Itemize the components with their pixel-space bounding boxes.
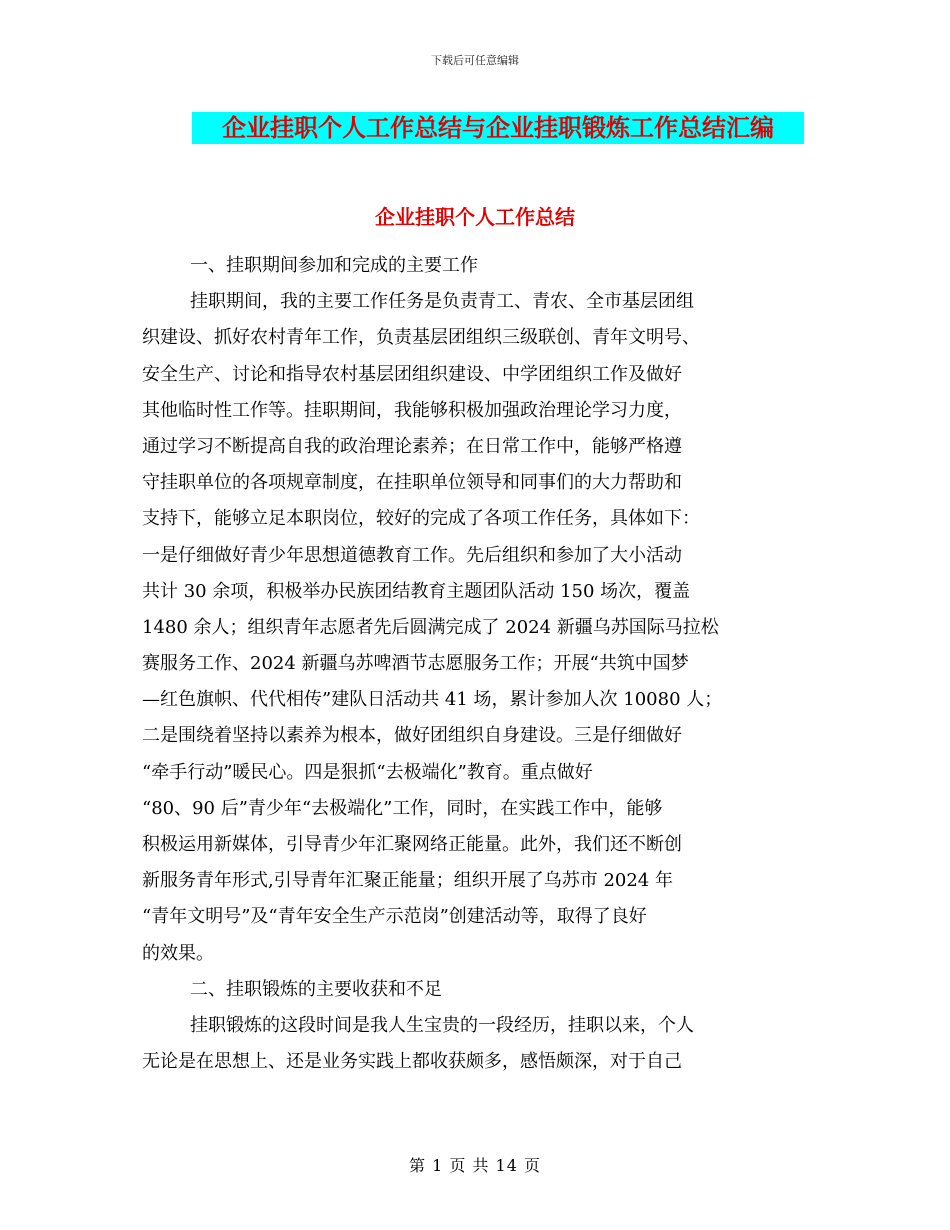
section-heading-2: 二、挂职锻炼的主要收获和不足 <box>190 978 442 1000</box>
body-line: 支持下，能够立足本职岗位，较好的完成了各项工作任务，具体如下： <box>142 508 700 530</box>
body-line: “青年文明号”及“青年安全生产示范岗”创建活动等，取得了良好 <box>142 906 647 928</box>
body-line: “80、90 后”青少年“去极端化”工作，同时，在实践工作中，能够 <box>142 797 663 819</box>
body-line: 守挂职单位的各项规章制度，在挂职单位领导和同事们的大力帮助和 <box>142 472 682 494</box>
body-line: 1480 余人；组织青年志愿者先后圆满完成了 2024 新疆乌苏国际马拉松 <box>142 616 719 638</box>
sub-title: 企业挂职个人工作总结 <box>375 205 575 229</box>
main-title: 企业挂职个人工作总结与企业挂职锻炼工作总结汇编 <box>192 112 804 144</box>
body-line: 其他临时性工作等。挂职期间，我能够积极加强政治理论学习力度， <box>142 399 682 421</box>
body-line: 无论是在思想上、还是业务实践上都收获颇多，感悟颇深，对于自己 <box>142 1051 682 1073</box>
page-footer: 第 1 页 共 14 页 <box>409 1156 541 1175</box>
body-line: 挂职期间，我的主要工作任务是负责青工、青农、全市基层团组 <box>190 291 694 313</box>
header-note: 下载后可任意编辑 <box>431 54 519 67</box>
body-line: 共计 30 余项，积极举办民族团结教育主题团队活动 150 场次，覆盖 <box>142 580 691 602</box>
body-line: “牵手行动”暖民心。四是狠抓“去极端化”教育。重点做好 <box>142 761 593 783</box>
body-line: 安全生产、讨论和指导农村基层团组织建设、中学团组织工作及做好 <box>142 363 682 385</box>
body-line: 赛服务工作、2024 新疆乌苏啤酒节志愿服务工作；开展“共筑中国梦 <box>142 653 689 675</box>
body-line: 挂职锻炼的这段时间是我人生宝贵的一段经历，挂职以来，个人 <box>190 1014 694 1036</box>
body-line: 织建设、抓好农村青年工作，负责基层团组织三级联创、青年文明号、 <box>142 327 700 349</box>
body-line: 新服务青年形式,引导青年汇聚正能量；组织开展了乌苏市 2024 年 <box>142 870 673 892</box>
body-line: 二是围绕着坚持以素养为根本，做好团组织自身建设。三是仔细做好 <box>142 725 682 747</box>
body-line: 的效果。 <box>142 942 214 964</box>
section-heading-1: 一、挂职期间参加和完成的主要工作 <box>190 255 478 276</box>
body-line: 通过学习不断提高自我的政治理论素养；在日常工作中，能够严格遵 <box>142 435 682 457</box>
body-line: 积极运用新媒体，引导青少年汇聚网络正能量。此外，我们还不断创 <box>142 834 682 855</box>
document-body <box>142 248 802 1080</box>
body-line: 一是仔细做好青少年思想道德教育工作。先后组织和参加了大小活动 <box>142 544 682 566</box>
body-line: —红色旗帜、代代相传”建队日活动共 41 场，累计参加人次 10080 人； <box>142 689 723 711</box>
